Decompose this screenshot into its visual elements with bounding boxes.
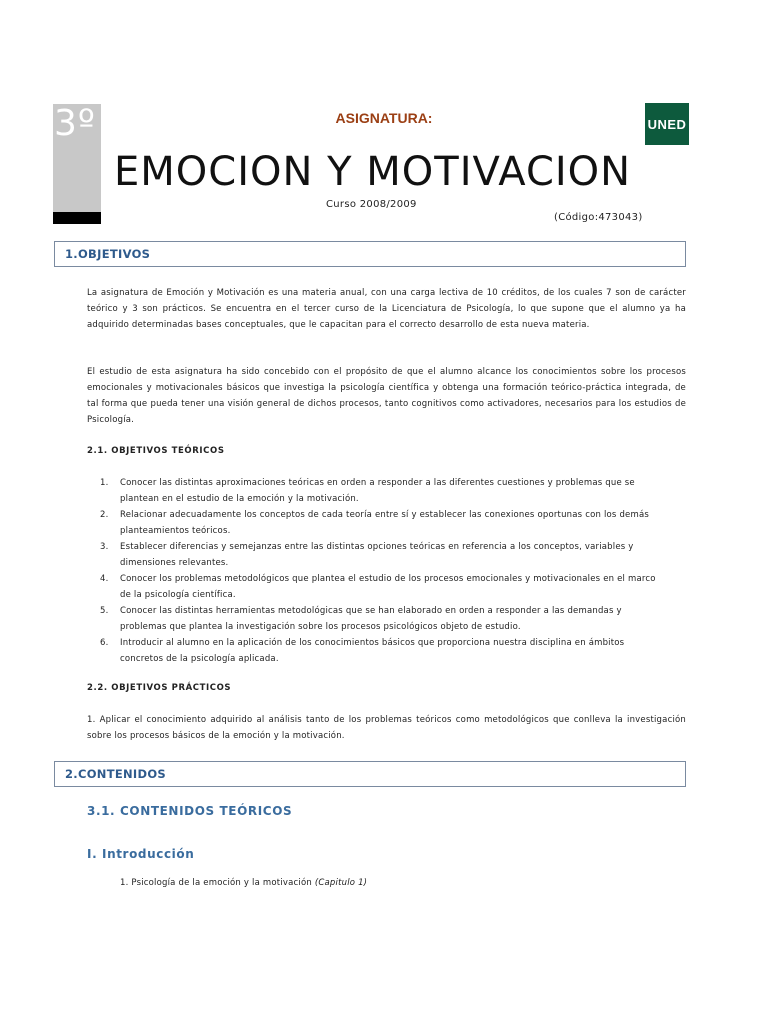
subject-label: ASIGNATURA: xyxy=(335,110,433,126)
objetivos-practicos-heading: 2.2. OBJETIVOS PRÁCTICOS xyxy=(87,683,232,693)
list-item: 5. Conocer las distintas herramientas metodológicas que se han elaborado en orden a responder a las demandas y problemas que plantea la investigación sobre los procesos psicológicos objeto de estudio. xyxy=(100,606,622,632)
list-item: 2. Relacionar adecuadamente los conceptos de cada teoría entre sí y establecer las conexiones oportunas con los demás planteamientos teóricos. xyxy=(100,510,649,536)
objetivos-paragraph-2: El estudio de esta asignatura ha sido concebido con el propósito de que el alumno alcance los conocimientos sobre los procesos emocionales y motivacionales básicos que investiga la psicología científica y obtenga una formación teórico-práctica integrada, de tal forma que pueda tener una visión general de dichos procesos, tanto cognitivos como activadores, necesarios para los estudios de Psicología. xyxy=(87,367,686,425)
objetivos-practicos-paragraph: 1. Aplicar el conocimiento adquirido al análisis tanto de los problemas teóricos como metodológicos que conlleva la investigación sobre los procesos básicos de la emoción y la motivación. xyxy=(87,715,686,741)
list-item: 4. Conocer los problemas metodológicos que plantea el estudio de los procesos emocionales y motivacionales en el marco de la psicología científica. xyxy=(100,574,656,600)
course-year: 3º xyxy=(54,103,96,144)
objetivos-paragraph-1: La asignatura de Emoción y Motivación es una materia anual, con una carga lectiva de 10 créditos, de los cuales 7 son de carácter teórico y 3 son prácticos. Se encuentra en el tercer curso de la Licenciatura de Psicología, lo que supone que el alumno ya ha adquirido determinadas bases conceptuales, que le capacitan para el correcto desarrollo de esta nueva materia. xyxy=(87,288,686,330)
content-item: 1. Psicología de la emoción y la motivación (Capitulo 1) xyxy=(120,878,368,888)
objetivos-teoricos-list xyxy=(100,475,666,667)
objetivos-teoricos-heading: 2.1. OBJETIVOS TEÓRICOS xyxy=(87,446,225,456)
list-item: 3. Establecer diferencias y semejanzas entre las distintas opciones teóricas en referencia a los conceptos, variables y dimensiones relevantes. xyxy=(100,542,634,568)
section-contenidos-header: 2.CONTENIDOS xyxy=(54,761,686,787)
chapter-reference: (Capitulo 1) xyxy=(314,878,368,888)
subject-code: (Código:473043) xyxy=(554,212,643,223)
uned-logo: UNED xyxy=(645,103,689,145)
year-bar xyxy=(53,212,101,224)
part-heading: I. Introducción xyxy=(87,847,195,861)
section-objetivos-header: 1.OBJETIVOS xyxy=(54,241,686,267)
contenidos-teoricos-heading: 3.1. CONTENIDOS TEÓRICOS xyxy=(87,804,293,818)
page-title: EMOCION Y MOTIVACION xyxy=(114,149,632,195)
course-year-text: Curso 2008/2009 xyxy=(326,199,417,210)
list-item: 1. Conocer las distintas aproximaciones teóricas en orden a responder a las diferentes cuestiones y problemas que se plantean en el estudio de la emoción y la motivación. xyxy=(100,478,635,504)
list-item: 6. Introducir al alumno en la aplicación de los conocimientos básicos que proporciona nuestra disciplina en ámbitos concretos de la psicología aplicada. xyxy=(100,638,625,664)
